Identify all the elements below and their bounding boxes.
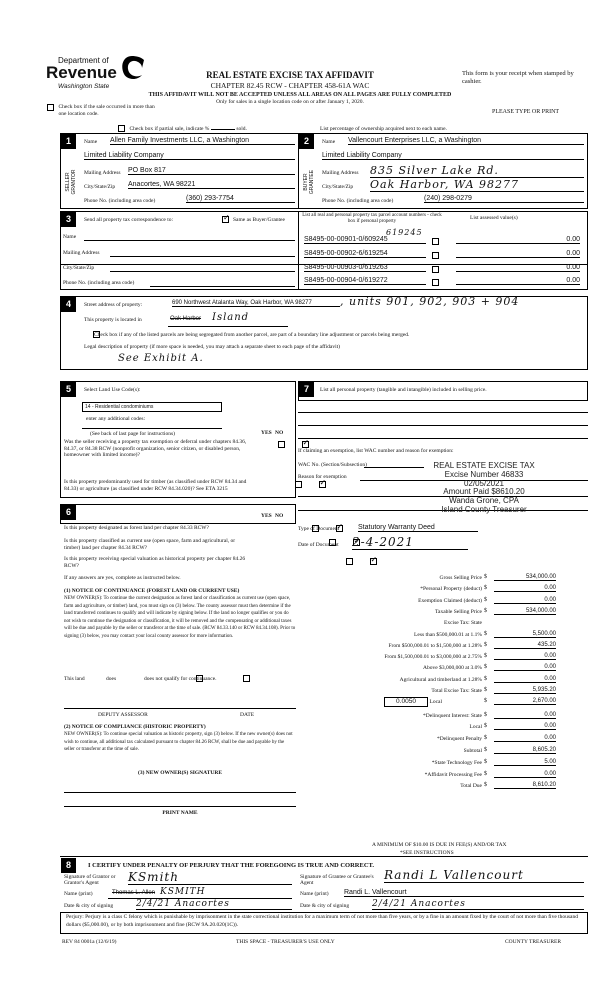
tax-row-amount[interactable]: 0.00 (494, 597, 556, 604)
located-struck: Oak Harbor (170, 316, 202, 322)
tax-row-amount[interactable]: 0.00 (494, 735, 556, 742)
buyer-phone-label: Phone No. (including area code) (322, 198, 394, 204)
parcel-number-field[interactable]: S8495-00-00904-0/619272 (304, 277, 426, 285)
reason-label: Reason for exemption (298, 474, 347, 480)
section-7-number: 7 (299, 382, 314, 397)
notice2-title: (2) NOTICE OF COMPLIANCE (HISTORIC PROPERTY) (64, 724, 206, 730)
tax-row-label: *Delinquent Penalty (436, 736, 482, 743)
grantor-date-field[interactable]: 2/4/21 Anacortes (136, 899, 292, 910)
seller-side-label: SELLER GRANTOR (65, 169, 77, 195)
tax-row-amount[interactable]: 534,000.00 (494, 574, 556, 581)
tax-row-label: Less than $500,000.01 at 1.1% (414, 631, 482, 638)
s5-q2-yes[interactable] (295, 481, 302, 488)
buyer-city-field[interactable]: Oak Harbor, WA 98277 (370, 178, 584, 192)
tax-row-amount[interactable]: 5.00 (494, 759, 556, 766)
tax-row-amount[interactable]: 435.20 (494, 642, 556, 649)
dept-name: Revenue (46, 63, 117, 82)
ownership-pct-note: List percentage of ownership acquired next to each name. (320, 126, 447, 132)
tax-row (298, 596, 588, 606)
grantor-date-label: Date & city of signing (64, 903, 114, 909)
s6-q3-yes[interactable] (346, 558, 353, 565)
s6-q1: Is this property designated as forest land per chapter 84.33 RCW? (64, 525, 209, 531)
deputy-label: DEPUTY ASSESSOR (98, 712, 148, 718)
tax-row-label: From $1,500,000.01 to $3,000,000 at 2.75% (384, 654, 482, 661)
same-as-buyer-checkbox[interactable] (222, 216, 229, 223)
seller-mailing-field[interactable]: PO Box 817 (128, 167, 295, 175)
assessed-value-field[interactable]: 0.00 (456, 236, 580, 244)
located-label: This property is located in (84, 317, 142, 323)
print-name-label: PRINT NAME (162, 810, 198, 816)
parcel-number-field[interactable]: S8495-00-00903-0/619263 (304, 264, 426, 272)
tax-row (298, 770, 588, 780)
treasurer-stamp (418, 462, 550, 515)
grantor-name-label: Name (print) (64, 891, 93, 897)
minimum-note: A MINIMUM OF $10.00 IS DUE IN FEE(S) AND/OR TAX (372, 842, 507, 848)
dollar-sign: $ (484, 758, 487, 765)
personal-property-checkbox[interactable] (432, 252, 439, 259)
s5-no-header: NO (275, 430, 284, 436)
assessed-value-field[interactable]: 0.00 (456, 250, 580, 258)
tax-row (298, 663, 588, 673)
tax-row (298, 781, 588, 791)
does-not-checkbox[interactable] (243, 675, 250, 682)
personal-property-line-3[interactable] (298, 438, 588, 439)
print-name-field[interactable] (64, 806, 296, 807)
date-label: DATE (240, 712, 255, 718)
dollar-sign: $ (484, 782, 487, 789)
partial-sale-pct-field[interactable] (211, 129, 235, 130)
tax-row-amount[interactable]: 5,500.00 (494, 631, 556, 638)
segregated-label: Check box if any of the listed parcels are being segregated from another parcel, are part of a boundary line adjustment or parcels being merged. (94, 332, 410, 338)
section-2-number: 2 (299, 134, 314, 149)
tax-row-amount[interactable]: 0.00 (494, 771, 556, 778)
doc-type-field[interactable]: Statutory Warranty Deed (358, 524, 478, 532)
tax-row-amount[interactable]: 534,000.00 (494, 608, 556, 615)
s6-if-yes: If any answers are yes, complete as instructed below. (64, 575, 181, 581)
dollar-sign: $ (484, 675, 487, 682)
seller-city-label: City/State/Zip (84, 184, 116, 190)
dollar-sign: $ (484, 585, 487, 592)
tax-row-amount[interactable]: 8,610.20 (494, 782, 556, 789)
tax-row-amount[interactable]: 0.00 (494, 712, 556, 719)
dollar-sign: $ (484, 747, 487, 753)
parcel-header: List all real and personal property tax parcel account numbers - check box if personal property (302, 213, 442, 224)
notice1-title: (1) NOTICE OF CONTINUANCE (FOREST LAND OR CURRENT USE) (64, 588, 240, 594)
legal-desc-label: Legal description of property (if more space is needed, you may attach a separate sheet to each page of the affidavit) (84, 344, 340, 350)
buyer-mailing-label: Mailing Address (322, 170, 359, 176)
dollar-sign: $ (484, 607, 487, 614)
tax-row-label: Subtotal (463, 748, 482, 754)
legal-desc-hand[interactable]: See Exhibit A. (118, 353, 204, 364)
tax-row-label: Total Due (460, 783, 482, 790)
stamp-line-6: Island County Treasurer (441, 504, 527, 514)
tax-row (298, 641, 588, 651)
stamp-line-4: Amount Paid $8610.20 (443, 487, 525, 497)
grantor-name-struck: Thomas L. Allen (112, 890, 156, 896)
tax-row-label: Gross Selling Price (439, 575, 482, 581)
s6-yes-header: YES (261, 513, 272, 519)
grantee-name-field[interactable]: Randi L. Vallencourt (344, 889, 584, 897)
type-or-print: PLEASE TYPE OR PRINT (492, 109, 560, 115)
personal-property-checkbox[interactable] (432, 266, 439, 273)
assessed-value-field[interactable]: 0.00 (456, 264, 580, 272)
grantor-name-hand[interactable]: KSMITH (160, 887, 206, 897)
dollar-sign: $ (484, 653, 487, 660)
tax-row (298, 734, 588, 744)
tax-row-label: *Delinquent Interest: State (423, 712, 482, 719)
land-use-select[interactable]: 14 - Residential condominiums (82, 402, 222, 412)
seller-name-field[interactable]: Allen Family Investments LLC, a Washington (110, 137, 295, 145)
parcel-row (304, 277, 584, 289)
dollar-sign: $ (484, 723, 487, 730)
tax-row (298, 711, 588, 721)
multi-location-row (47, 104, 167, 117)
local-amount[interactable]: 2,670.00 (494, 698, 556, 705)
parcel-number-field[interactable]: S8495-00-00901-0/609245 (304, 236, 426, 244)
send-correspondence-label: Send all property tax correspondence to: (84, 217, 174, 223)
buyer-name-label: Name (322, 139, 336, 145)
section-8-number: 8 (61, 858, 76, 873)
tax-row (298, 686, 588, 696)
seller-city-field[interactable]: Anacortes, WA 98221 (128, 181, 295, 189)
tax-row (298, 675, 588, 685)
county-treasurer: COUNTY TREASURER (505, 939, 562, 945)
corr-name-label: Name (63, 234, 77, 240)
dollar-sign: $ (484, 735, 487, 742)
stamp-line-3: 02/05/2021 (463, 478, 505, 488)
local-label: Local (429, 699, 442, 706)
tax-row-label: Above $3,000,000 at 3.0% (423, 665, 482, 672)
tax-row-amount[interactable]: 0.00 (494, 676, 556, 683)
notice1-body: NEW OWNER(S): To continue the current designation as forest land or classification as current use (open space, farm and agriculture, or timber) land, you must sign on (3) below. The county assessor must then determine if the land transferred continues to qualify and will indicate by signing below. If the land no longer qualifies or you do not wish to continue the designation or classification, it will be removed and the compensating or additional taxes will be due and payable by the seller or transferor at the time of sale. (RCW 84.33.140 or RCW 84.34.108). Prior to signing (3) below, you may contact your local county assessor for more information. (64, 596, 296, 639)
dor-swirl-icon (119, 54, 145, 82)
grantor-sig-label: Signature of Grantor or Grantor's Agent (64, 874, 116, 886)
tax-row-label: *State Technology Fee (431, 759, 482, 766)
buyer-name-field[interactable]: Vallencourt Enterprises LLC, a Washington (348, 137, 584, 145)
certify-text: I CERTIFY UNDER PENALTY OF PERJURY THAT THE FOREGOING IS TRUE AND CORRECT. (88, 862, 375, 869)
additional-codes-field[interactable] (82, 428, 222, 429)
grantee-date-field[interactable]: 2/4/21 Anacortes (372, 899, 584, 910)
section-3-number: 3 (61, 212, 76, 227)
receipt-note: This form is your receipt when stamped by cashier. (462, 70, 574, 85)
dept-state: Washington State (58, 83, 110, 90)
dollar-sign: $ (484, 770, 487, 777)
tax-row-label: Agricultural and timberland at 1.28% (399, 676, 482, 683)
tax-row-label: From $500,000.01 to $1,500,000 at 1.28% (388, 642, 482, 649)
s6-q3: Is this property receiving special valuation as historical property per chapter 84.26 RCW? (64, 556, 246, 569)
corr-city-label: City/State/Zip (63, 265, 95, 271)
tax-row-label: Total Excise Tax: State (431, 688, 482, 694)
new-owner-sig-label: (3) NEW OWNER(S) SIGNATURE (138, 770, 222, 776)
section-4-number: 4 (61, 297, 76, 312)
tax-row-amount[interactable]: 5,935.20 (494, 687, 556, 694)
seller-mailing-label: Mailing Address (84, 170, 121, 176)
treasurer-only: THIS SPACE - TREASURER'S USE ONLY (236, 939, 335, 945)
stamp-line-2: Excise Number 46833 (444, 469, 524, 479)
tax-row (298, 652, 588, 662)
tax-row (298, 746, 588, 756)
see-back-note: (See back of last page for instructions) (90, 431, 175, 437)
s5-q1: Was the seller receiving a property tax exemption or deferral under chapters 84.36, 84.37, or 84.38 RCW (nonprofit organization, senior citizen, or disabled person, homeowner with limited income)? (64, 439, 247, 458)
stamp-line-5: Wanda Grone, CPA (449, 496, 519, 506)
tax-row-amount[interactable]: 0.00 (494, 653, 556, 660)
tax-row-label: Local (469, 724, 482, 731)
does-label: does (106, 676, 117, 682)
tax-row-local (298, 697, 588, 707)
form-title: REAL ESTATE EXCISE TAX AFFIDAVIT (206, 70, 374, 80)
assessed-value-field[interactable]: 0.00 (456, 277, 580, 285)
form-warning: THIS AFFIDAVIT WILL NOT BE ACCEPTED UNLESS ALL AREAS ON ALL PAGES ARE FULLY COMPLETED (148, 92, 452, 98)
partial-sale-sold: sold. (236, 125, 247, 132)
exemption-note: If claiming an exemption, list WAC number and reason for exemption: (298, 448, 454, 454)
personal-property-label: List all personal property (tangible and intangible) included in selling price. (320, 387, 487, 393)
tax-row-amount[interactable]: 0.00 (494, 585, 556, 592)
see-instructions: *SEE INSTRUCTIONS (400, 850, 454, 856)
does-not-label: does not qualify for continuance. (144, 676, 217, 682)
buyer-city-label: City/State/Zip (322, 184, 354, 190)
local-rate-field[interactable]: 0.0050 (384, 697, 428, 707)
tax-row-label: Taxable Selling Price (435, 608, 482, 615)
wac-field[interactable] (364, 467, 424, 468)
located-hand[interactable]: Island (212, 312, 250, 323)
dollar-sign: $ (484, 630, 487, 637)
s6-q3-no[interactable] (370, 558, 377, 565)
street-label: Street address of property: (84, 302, 143, 308)
tax-row (298, 758, 588, 768)
corr-phone-field[interactable] (150, 286, 295, 287)
tax-row-amount[interactable]: 0.00 (494, 723, 556, 730)
corr-phone-label: Phone No. (including area code) (63, 280, 135, 286)
deputy-sig-field[interactable] (64, 708, 296, 709)
land-use-label: Select Land Use Code(s): (84, 387, 141, 393)
tax-row-label: Exemption Claimed (deduct) (418, 597, 482, 604)
personal-property-line-2[interactable] (298, 425, 588, 426)
partial-sale-row (118, 125, 247, 132)
s6-q2: Is this property classified as current use (open space, farm and agricultural, or timber) land per chapter 84.34 RCW? (64, 538, 236, 551)
tax-row (298, 573, 588, 583)
s5-q2-no[interactable] (319, 481, 326, 488)
dollar-sign: $ (484, 596, 487, 603)
s6-no-header: NO (275, 513, 284, 519)
tax-row (298, 722, 588, 732)
this-land-label: This land (64, 676, 85, 682)
parcel-number-field[interactable]: S8495-00-00902-6/619254 (304, 250, 426, 258)
located-underline (168, 326, 288, 327)
tax-row (298, 607, 588, 617)
form-chapter: CHAPTER 82.45 RCW - CHAPTER 458-61A WAC (210, 81, 370, 90)
buyer-mailing-field[interactable]: 835 Silver Lake Rd. (370, 164, 584, 178)
buyer-phone-field[interactable]: (240) 298-0279 (424, 195, 584, 203)
partial-sale-label: Check box if partial sale, indicate % (129, 125, 210, 132)
rev-number: REV 84 0001a (12/6/19) (62, 939, 117, 945)
dollar-sign: $ (484, 711, 487, 718)
s5-q2: Is this property predominantly used for timber (as classified under RCW 84.34 and 84.33) or agriculture (as classified under RCW 84.34.020)? See ETA 3215 (64, 479, 247, 492)
section-6-number: 6 (61, 505, 76, 520)
stamp-line-1: REAL ESTATE EXCISE TAX (433, 461, 535, 470)
dollar-sign: $ (484, 641, 487, 648)
seller-phone-label: Phone No. (including area code) (84, 198, 156, 204)
wac-label: WAC No. (Section/Subsection) (298, 462, 367, 468)
tax-row-label: Excise Tax: State (443, 620, 482, 627)
grantor-sig-field[interactable]: KSmith (128, 870, 292, 885)
street-field[interactable]: 690 Northwest Atalanta Way, Oak Harbor, WA 98277 (172, 300, 340, 307)
grantee-sig-field[interactable]: Randi L Vallencourt (384, 868, 584, 883)
section-5-number: 5 (61, 382, 76, 397)
additional-codes-label: enter any additional codes: (86, 416, 146, 422)
dollar-sign: $ (484, 687, 487, 693)
s5-yes-header: YES (261, 430, 272, 436)
grantee-name-label: Name (print) (300, 891, 329, 897)
seller-phone-field[interactable]: (360) 293-7754 (186, 195, 295, 203)
doc-type-label: Type of Document (298, 526, 340, 532)
doc-date-field[interactable]: 2-4-2021 (352, 535, 468, 550)
multi-location-label: Check box if the sale occurred in more than one location code. (58, 104, 155, 117)
parcel-row (304, 250, 584, 262)
personal-property-line-1[interactable] (298, 412, 588, 413)
handwritten-parcel: 619245 (386, 228, 423, 237)
dollar-sign: $ (484, 574, 487, 580)
tax-row-amount[interactable]: 0.00 (494, 664, 556, 671)
notice2-body: NEW OWNER(S): To continue special valuation as historic property, sign (3) below. If the new owner(s) does not wish to continue, all additional tax calculated pursuant to chapter 84.26 RCW, shall be due and payable by the seller or transferor at the time of sale. (64, 732, 293, 753)
tax-row (298, 618, 588, 628)
personal-property-checkbox[interactable] (432, 279, 439, 286)
new-owner-sig-field[interactable] (64, 792, 296, 793)
partial-sale-checkbox[interactable] (118, 125, 125, 132)
multi-location-checkbox[interactable] (47, 104, 54, 111)
doc-date-label: Date of Document (298, 542, 339, 548)
grantee-sig-label: Signature of Grantee or Grantee's Agent (300, 874, 374, 886)
tax-row-label: *Personal Property (deduct) (420, 586, 482, 593)
seller-name-line2-field[interactable]: Limited Liability Company (84, 152, 295, 160)
tax-row (298, 584, 588, 594)
tax-row (298, 630, 588, 640)
s5-q1-yes[interactable] (278, 441, 285, 448)
seller-name-label: Name (84, 139, 98, 145)
street-units-hand: , units 901, 902, 903 + 904 (340, 295, 520, 308)
dollar-sign: $ (484, 698, 487, 705)
section-1-number: 1 (61, 134, 76, 149)
same-as-buyer-label: Same as Buyer/Grantee (233, 217, 285, 223)
dept-line: Department of (58, 56, 109, 65)
form-note: Only for sales in a single location code on or after January 1, 2020. (216, 99, 364, 105)
assessed-header: List assessed value(s) (470, 215, 518, 221)
perjury-text: Perjury: Perjury is a class C felony which is punishable by imprisonment in the state correctional institution for a maximum term of not more than five years, or by a fine in an amount fixed by the court of not more than five thousand dollars ($5,000.00), or by both imprisonment and fine (RCW 9A.20.020(1C)). (66, 914, 578, 928)
buyer-side-label: BUYER GRANTEE (303, 169, 315, 195)
tax-row-amount[interactable]: 8,605.20 (494, 747, 556, 754)
parcel-row (304, 264, 584, 276)
s5-q1-no[interactable] (302, 441, 309, 448)
corr-city-field[interactable] (110, 271, 295, 272)
tax-row-label: *Affidavit Processing Fee (424, 771, 482, 778)
buyer-name-line2-field[interactable]: Limited Liability Company (322, 152, 584, 160)
corr-mailing-label: Mailing Address (63, 250, 100, 256)
grantee-date-label: Date & city of signing (300, 903, 350, 909)
dollar-sign: $ (484, 664, 487, 671)
